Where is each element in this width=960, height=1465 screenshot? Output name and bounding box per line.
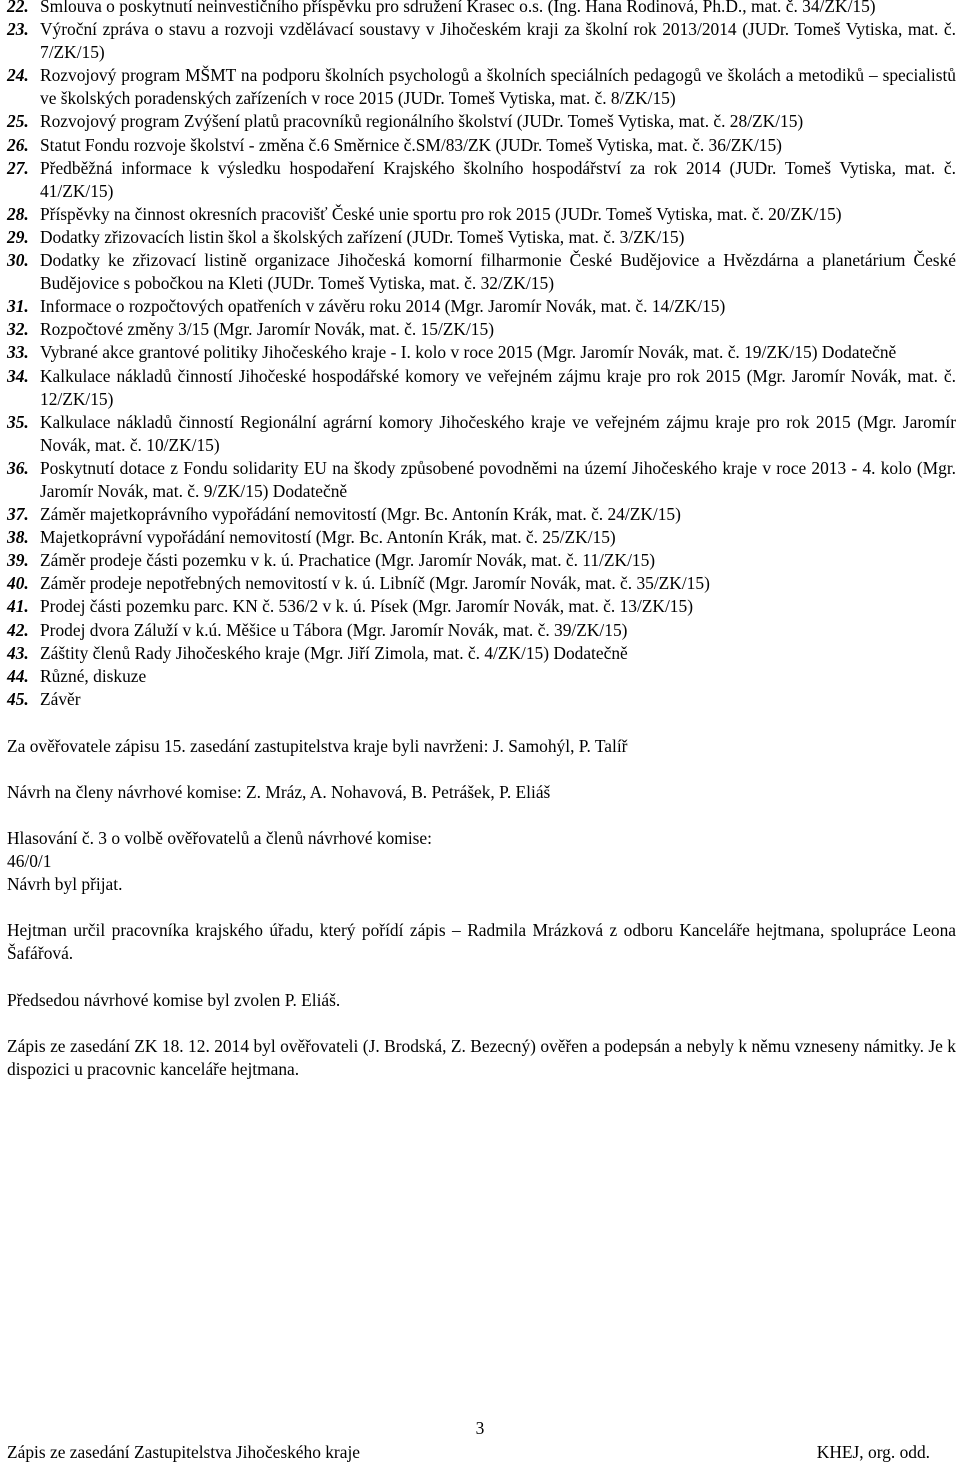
- agenda-item: [7, 549, 956, 572]
- agenda-item-text: Vybrané akce grantové politiky Jihočeského kraje - I. kolo v roce 2015 (Mgr. Jaromír Novák, mat. č. 19/ZK/15) Dodatečně: [40, 342, 897, 363]
- agenda-item-number: 40.: [7, 573, 29, 594]
- agenda-item-text: Rozvojový program Zvýšení platů pracovníků regionálního školství (JUDr. Tomeš Vytiska, mat. č. 28/ZK/15): [40, 111, 804, 132]
- agenda-item: [7, 64, 956, 110]
- footer-document-title: Zápis ze zasedání Zastupitelstva Jihočeského kraje: [7, 1442, 360, 1462]
- agenda-item-number: 44.: [7, 665, 29, 686]
- agenda-item: [7, 134, 956, 157]
- committee-proposal-paragraph: Návrh na členy návrhové komise: Z. Mráz, A. Nohavová, B. Petrášek, P. Eliáš: [7, 782, 551, 802]
- agenda-item-text: Rozvojový program MŠMT na podporu školních psychologů a školních speciálních pedagogů ve školách a metodiků – specialistů ve školských poradenských zařízeních v roce 2015 (JUDr. Tomeš Vytiska, mat. č. 8/ZK/15): [40, 65, 956, 109]
- agenda-item-text: Poskytnutí dotace z Fondu solidarity EU na škody způsobené povodněmi na území Jihočeského kraje v roce 2013 - 4. kolo (Mgr. Jaromír Novák, mat. č. 9/ZK/15) Dodatečně: [40, 457, 956, 501]
- agenda-item: [7, 157, 956, 203]
- agenda-item-text: Různé, diskuze: [40, 665, 147, 686]
- agenda-item-number: 26.: [7, 134, 29, 155]
- verifiers-paragraph: Za ověřovatele zápisu 15. zasedání zastupitelstva kraje byli navrženi: J. Samohýl, P. Talíř: [7, 735, 628, 756]
- agenda-item: [7, 249, 956, 295]
- agenda-item: [7, 0, 956, 18]
- agenda-item: [7, 503, 956, 526]
- page-footer: [7, 1440, 930, 1464]
- agenda-item: [7, 688, 956, 711]
- agenda-item-text: Statut Fondu rozvoje školství - změna č.6 Směrnice č.SM/83/ZK (JUDr. Tomeš Vytiska, mat. č. 36/ZK/15): [40, 134, 782, 155]
- agenda-item: [7, 665, 956, 688]
- agenda-item-text: Příspěvky na činnost okresních pracovišť České unie sportu pro rok 2015 (JUDr. Tomeš Vytiska, mat. č. 20/ZK/15): [40, 203, 842, 224]
- agenda-item-text: Majetkoprávní vypořádání nemovitostí (Mgr. Bc. Antonín Krák, mat. č. 25/ZK/15): [40, 527, 616, 548]
- agenda-item: [7, 411, 956, 457]
- agenda-item: [7, 457, 956, 503]
- agenda-item-text: Kalkulace nákladů činností Regionální agrární komory Jihočeského kraje ve veřejném zájmu kraje pro rok 2015 (Mgr. Jaromír Novák, mat. č. 10/ZK/15): [40, 411, 956, 455]
- agenda-item-text: Předběžná informace k výsledku hospodaření Krajského školního hospodářství za rok 2014 (JUDr. Tomeš Vytiska, mat. č. 41/ZK/15): [40, 157, 956, 201]
- agenda-item-text: Prodej dvora Záluží v k.ú. Měšice u Tábora (Mgr. Jaromír Novák, mat. č. 39/ZK/15): [40, 619, 628, 640]
- agenda-item-text: Záměr prodeje nepotřebných nemovitostí v k. ú. Libníč (Mgr. Jaromír Novák, mat. č. 35/ZK/15): [40, 573, 710, 594]
- agenda-item-number: 34.: [7, 365, 29, 386]
- agenda-item: [7, 642, 956, 665]
- agenda-item: [7, 526, 956, 549]
- agenda-item-text: Informace o rozpočtových opatřeních v závěru roku 2014 (Mgr. Jaromír Novák, mat. č. 14/ZK/15): [40, 296, 726, 317]
- agenda-item-text: Prodej části pozemku parc. KN č. 536/2 v k. ú. Písek (Mgr. Jaromír Novák, mat. č. 13/ZK/15): [40, 596, 693, 617]
- agenda-item-text: Závěr: [40, 688, 81, 709]
- agenda-item-number: 32.: [7, 319, 29, 340]
- agenda-item: [7, 226, 956, 249]
- agenda-item-number: 25.: [7, 111, 29, 132]
- agenda-item-number: 29.: [7, 226, 29, 247]
- agenda-item: [7, 318, 956, 341]
- agenda-item-number: 38.: [7, 527, 29, 548]
- agenda-item-number: 27.: [7, 157, 29, 178]
- agenda-item-text: Záměr majetkoprávního vypořádání nemovitostí (Mgr. Bc. Antonín Krák, mat. č. 24/ZK/15): [40, 504, 681, 525]
- vote-title: Hlasování č. 3 o volbě ověřovatelů a členů návrhové komise:: [7, 828, 432, 849]
- agenda-item: [7, 595, 956, 618]
- agenda-item: [7, 110, 956, 133]
- agenda-item-number: 30.: [7, 250, 29, 271]
- agenda-item-number: 24.: [7, 65, 29, 86]
- agenda-item-text: Kalkulace nákladů činností Jihočeské hospodářské komory ve veřejném zájmu kraje pro rok 2015 (Mgr. Jaromír Novák, mat. č. 12/ZK/15): [40, 365, 956, 409]
- agenda-item: [7, 18, 956, 64]
- agenda-item-text: Dodatky zřizovacích listin škol a školských zařízení (JUDr. Tomeš Vytiska, mat. č. 3/ZK/15): [40, 226, 685, 247]
- previous-minutes-paragraph: Zápis ze zasedání ZK 18. 12. 2014 byl ověřovateli (J. Brodská, Z. Bezecný) ověřen a podepsán a nebyly k němu vzneseny námitky. Je k dispozici u pracovnic kanceláře hejtmana.: [7, 1035, 956, 1079]
- agenda-item-number: 41.: [7, 596, 29, 617]
- agenda-item-number: 42.: [7, 619, 29, 640]
- agenda-item-text: Záštity členů Rady Jihočeského kraje (Mgr. Jiří Zimola, mat. č. 4/ZK/15) Dodatečně: [40, 642, 628, 663]
- agenda-item-text: Smlouva o poskytnutí neinvestičního příspěvku pro sdružení Krasec o.s. (Ing. Hana Rodinová, Ph.D., mat. č. 34/ZK/15): [40, 0, 876, 16]
- agenda-item-number: 35.: [7, 411, 29, 432]
- agenda-item-number: 33.: [7, 342, 29, 363]
- page-number: 3: [475, 1418, 485, 1438]
- agenda-item: [7, 295, 956, 318]
- agenda-item: [7, 341, 956, 364]
- agenda-item: [7, 203, 956, 226]
- agenda-item: [7, 619, 956, 642]
- agenda-item-text: Výroční zpráva o stavu a rozvoji vzdělávací soustavy v Jihočeském kraji za školní rok 2013/2014 (JUDr. Tomeš Vytiska, mat. č. 7/ZK/15): [40, 19, 956, 63]
- agenda-item-number: 31.: [7, 296, 29, 317]
- agenda-item-text: Dodatky ke zřizovací listině organizace Jihočeská komorní filharmonie České Budějovice a Hvězdárna a planetárium České Budějovice s pobočkou na Kleti (JUDr. Tomeš Vytiska, mat. č. 32/ZK/15): [40, 250, 956, 294]
- agenda-item-number: 23.: [7, 19, 29, 40]
- agenda-item-number: 39.: [7, 550, 29, 571]
- agenda-item: [7, 365, 956, 411]
- agenda-item-number: 22.: [7, 0, 29, 16]
- agenda-item-number: 28.: [7, 203, 29, 224]
- vote-outcome: Návrh byl přijat.: [7, 874, 123, 895]
- agenda-item-number: 36.: [7, 457, 29, 478]
- agenda-item-number: 37.: [7, 504, 29, 525]
- vote-result: 46/0/1: [7, 851, 52, 872]
- footer-department: KHEJ, org. odd.: [816, 1442, 930, 1462]
- agenda-item-text: Rozpočtové změny 3/15 (Mgr. Jaromír Novák, mat. č. 15/ZK/15): [40, 319, 494, 340]
- agenda-list: [7, 0, 956, 711]
- recorder-paragraph: Hejtman určil pracovníka krajského úřadu, který pořídí zápis – Radmila Mrázková z odboru Kanceláře hejtmana, spolupráce Leona Šafářová.: [7, 920, 956, 964]
- agenda-item: [7, 572, 956, 595]
- chair-paragraph: Předsedou návrhové komise byl zvolen P. Eliáš.: [7, 989, 341, 1010]
- agenda-item-number: 43.: [7, 642, 29, 663]
- agenda-item-number: 45.: [7, 688, 29, 709]
- agenda-item-text: Záměr prodeje části pozemku v k. ú. Prachatice (Mgr. Jaromír Novák, mat. č. 11/ZK/15): [40, 550, 656, 571]
